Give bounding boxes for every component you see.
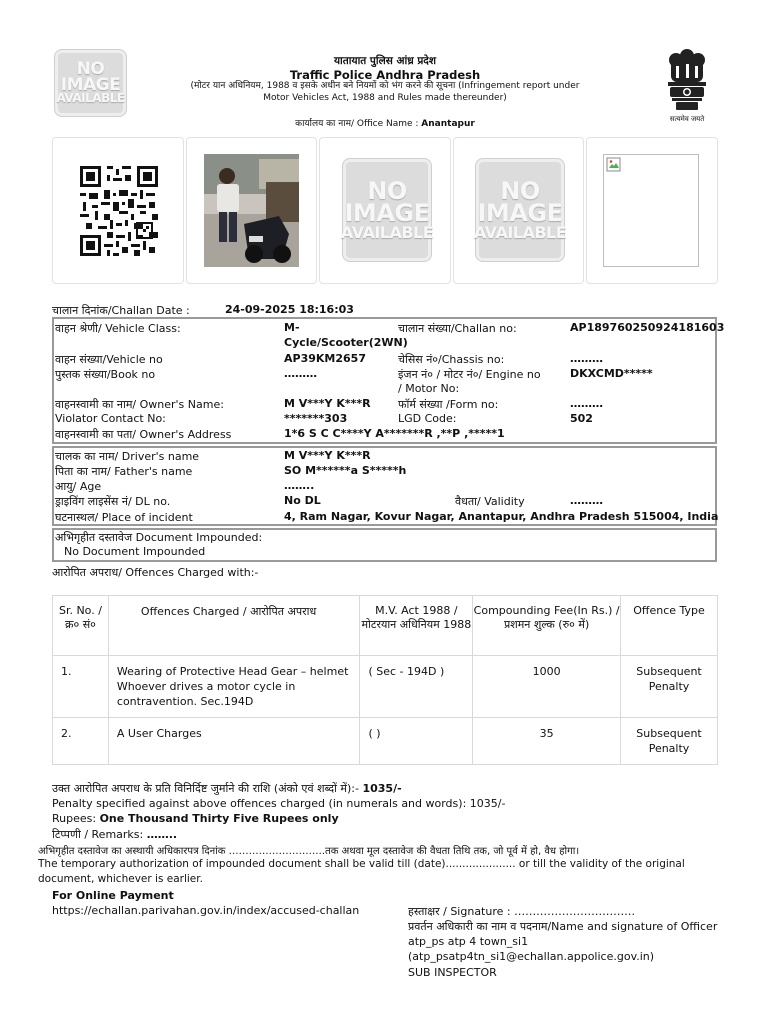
- evidence-photo-card: [186, 137, 317, 284]
- engine-no-label-2: / Motor No:: [398, 382, 460, 395]
- temp-authorization-english-2: document, whichever is earlier.: [38, 873, 203, 885]
- cell-type: Subsequent Penalty: [621, 656, 718, 718]
- no-image-text-1: NO: [76, 59, 105, 80]
- challan-no-label: चालान संख्या/Challan no:: [398, 322, 517, 335]
- qr-card: [52, 137, 184, 284]
- father-name-value: SO M******a S*****h: [284, 464, 407, 477]
- online-payment-link[interactable]: https://echallan.parivahan.gov.in/index/accused-challan: [52, 904, 360, 917]
- officer-designation: SUB INSPECTOR: [408, 966, 497, 979]
- dl-no-value: No DL: [284, 494, 321, 507]
- broken-image-card: [586, 137, 718, 284]
- contact-label: Violator Contact No:: [55, 412, 166, 425]
- emblem-caption: सत्यमेव जयते: [669, 115, 705, 123]
- vehicle-no-label: वाहन संख्या/Vehicle no: [55, 353, 163, 366]
- owner-name-label: वाहनस्वामी का नाम/ Owner's Name:: [55, 398, 224, 411]
- vehicle-class-value-2: Cycle/Scooter(2WN): [284, 336, 408, 349]
- penalty-rupees: [52, 812, 339, 825]
- office-label: कार्यालय का नाम/ Office Name :: [295, 119, 422, 129]
- header-fee: Compounding Fee(In Rs.) / प्रशमन शुल्क (रु० में): [473, 596, 621, 656]
- rupees-value: One Thousand Thirty Five Rupees only: [99, 812, 339, 825]
- driver-name-label: चालक का नाम/ Driver's name: [55, 450, 200, 463]
- engine-no-value: DKXCMD*****: [570, 367, 653, 380]
- age-value: ……..: [284, 479, 315, 492]
- office-name: [180, 118, 590, 130]
- cell-fee: 1000: [473, 656, 621, 718]
- penalty-english: Penalty specified against above offences charged (in numerals and words): 1035/-: [52, 797, 506, 810]
- state-emblem: [662, 46, 712, 122]
- temp-authorization-english-1: The temporary authorization of impounded document shall be valid till (date)..................... or till the validity of the original: [38, 858, 685, 870]
- no-image-logo: [54, 49, 127, 117]
- place-value: 4, Ram Nagar, Kovur Nagar, Anantapur, Andhra Pradesh 515004, India: [284, 510, 719, 523]
- no-image-text-1: NO: [367, 176, 407, 205]
- penalty-hindi-value: 1035/-: [362, 782, 402, 795]
- cell-act: ( Sec - 194D ): [360, 656, 473, 718]
- engine-no-label-1: इंजन नं० / मोटर नं०/ Engine no: [398, 368, 541, 381]
- cell-sr: 2.: [53, 718, 109, 765]
- subtitle-line-2: Motor Vehicles Act, 1988 and Rules made thereunder): [263, 93, 507, 103]
- subtitle-line-1: (मोटर यान अधिनियम, 1988 व इसके अधीन बने नियमों को भंग करने की सूचना (Infringement report under: [190, 81, 580, 91]
- remarks-label: टिप्पणी / Remarks:: [52, 828, 147, 841]
- table-row: [53, 656, 718, 718]
- no-image-text-2: IMAGE: [60, 75, 121, 96]
- broken-image-frame: [603, 154, 699, 267]
- lgd-code-value: 502: [570, 412, 593, 425]
- cell-type: Subsequent Penalty: [621, 718, 718, 765]
- penalty-hindi-label: उक्त आरोपित अपराध के प्रति विनिर्दिष्ट जुर्माने की राशि (अंको एवं शब्दों में):-: [52, 782, 363, 795]
- rupees-label: Rupees:: [52, 812, 100, 825]
- table-header-row: [53, 596, 718, 656]
- dl-no-label: ड्राइविंग लाइसेंस नं/ DL no.: [55, 495, 171, 508]
- cell-offence: A User Charges: [108, 718, 360, 765]
- noimage-card-1: [319, 137, 451, 284]
- no-image-text-3: AVAILABLE: [340, 223, 434, 243]
- father-name-label: पिता का नाम/ Father's name: [55, 465, 193, 478]
- validity-value: ………: [570, 494, 603, 507]
- challan-date-value: 24-09-2025 18:16:03: [225, 303, 354, 316]
- table-row: [53, 718, 718, 765]
- vehicle-class-value-1: M-: [284, 321, 300, 334]
- challan-no-value: AP189760250924181603: [570, 321, 725, 334]
- officer-id: atp_ps atp 4 town_si1: [408, 935, 529, 948]
- vehicle-no-value: AP39KM2657: [284, 352, 366, 365]
- owner-name-value: M V***Y K***R: [284, 397, 371, 410]
- remarks-value: ……..: [146, 828, 178, 841]
- no-image-text-3: AVAILABLE: [56, 91, 125, 106]
- impound-value: No Document Impounded: [64, 545, 206, 558]
- lgd-code-label: LGD Code:: [398, 412, 457, 425]
- chassis-value: ………: [570, 352, 603, 365]
- contact-value: *******303: [284, 412, 348, 425]
- officer-name-label: प्रवर्तन अधिकारी का नाम व पदनाम/Name and signature of Officer: [408, 920, 718, 933]
- officer-email: (atp_psatp4tn_si1@echallan.appolice.gov.in): [408, 950, 655, 963]
- book-no-value: ………: [284, 367, 317, 380]
- age-label: आयु/ Age: [55, 480, 102, 493]
- temp-authorization-hindi: अभिगृहीत दस्तावेज का अस्थायी अधिकारपत्र दिनांक ………………………..तक अथवा मूल दस्तावेज की वैधता तिथि तक, जो पूर्व में हो, वैध होगा।: [38, 846, 580, 857]
- no-image-text-2: IMAGE: [344, 199, 430, 228]
- offences-heading: आरोपित अपराध/ Offences Charged with:-: [52, 566, 259, 579]
- penalty-hindi: [52, 781, 402, 796]
- no-image-placeholder-1: [342, 158, 432, 262]
- offences-table: [52, 595, 718, 765]
- validity-label: वैधता/ Validity: [455, 495, 525, 508]
- header-sr: Sr. No. / क्र० सं०: [53, 596, 109, 656]
- owner-address-value: 1*6 S C C****Y A*******R ,**P ,*****1: [284, 427, 505, 440]
- impound-label: अभिगृहीत दस्तावेज Document Impounded:: [55, 531, 263, 544]
- qr-code-icon: [80, 165, 158, 257]
- cell-act: ( ): [360, 718, 473, 765]
- title-english: Traffic Police Andhra Pradesh: [289, 68, 481, 82]
- cell-fee: 35: [473, 718, 621, 765]
- owner-address-label: वाहनस्वामी का पता/ Owner's Address: [55, 428, 232, 441]
- vehicle-class-label: वाहन श्रेणी/ Vehicle Class:: [55, 322, 181, 335]
- driver-name-value: M V***Y K***R: [284, 449, 371, 462]
- remarks: [52, 827, 177, 842]
- book-no-label: पुस्तक संख्या/Book no: [55, 368, 156, 381]
- place-label: घटनास्थल/ Place of incident: [55, 511, 193, 524]
- no-image-text-2: IMAGE: [477, 199, 563, 228]
- subtitle: [180, 80, 590, 104]
- no-image-text-3: AVAILABLE: [473, 223, 567, 243]
- form-no-label: फॉर्म संख्या /Form no:: [398, 398, 499, 411]
- form-no-value: ………: [570, 397, 603, 410]
- title-hindi: यातायात पुलिस आंध्र प्रदेश: [333, 55, 437, 67]
- header-act: M.V. Act 1988 / मोटरयान अधिनियम 1988: [360, 596, 473, 656]
- chassis-label: चेसिस नं०/Chassis no:: [398, 353, 505, 366]
- office-value: Anantapur: [421, 119, 475, 129]
- signature-line: हस्ताक्षर / Signature : ……………………………: [408, 905, 636, 918]
- no-image-placeholder-2: [475, 158, 565, 262]
- cell-offence: Wearing of Protective Head Gear – helmet Whoever drives a motor cycle in contravention. Sec.194D: [108, 656, 360, 718]
- evidence-photo: [204, 154, 299, 267]
- noimage-card-2: [453, 137, 584, 284]
- online-payment-heading: For Online Payment: [52, 889, 174, 902]
- lion-emblem-icon: [662, 46, 712, 112]
- cell-sr: 1.: [53, 656, 109, 718]
- broken-image-icon: [606, 157, 622, 173]
- header-type: Offence Type: [621, 596, 718, 656]
- no-image-text-1: NO: [500, 176, 540, 205]
- header-offence: Offences Charged / आरोपित अपराध: [108, 596, 360, 656]
- challan-date-label: चालान दिनांक/Challan Date :: [52, 304, 190, 317]
